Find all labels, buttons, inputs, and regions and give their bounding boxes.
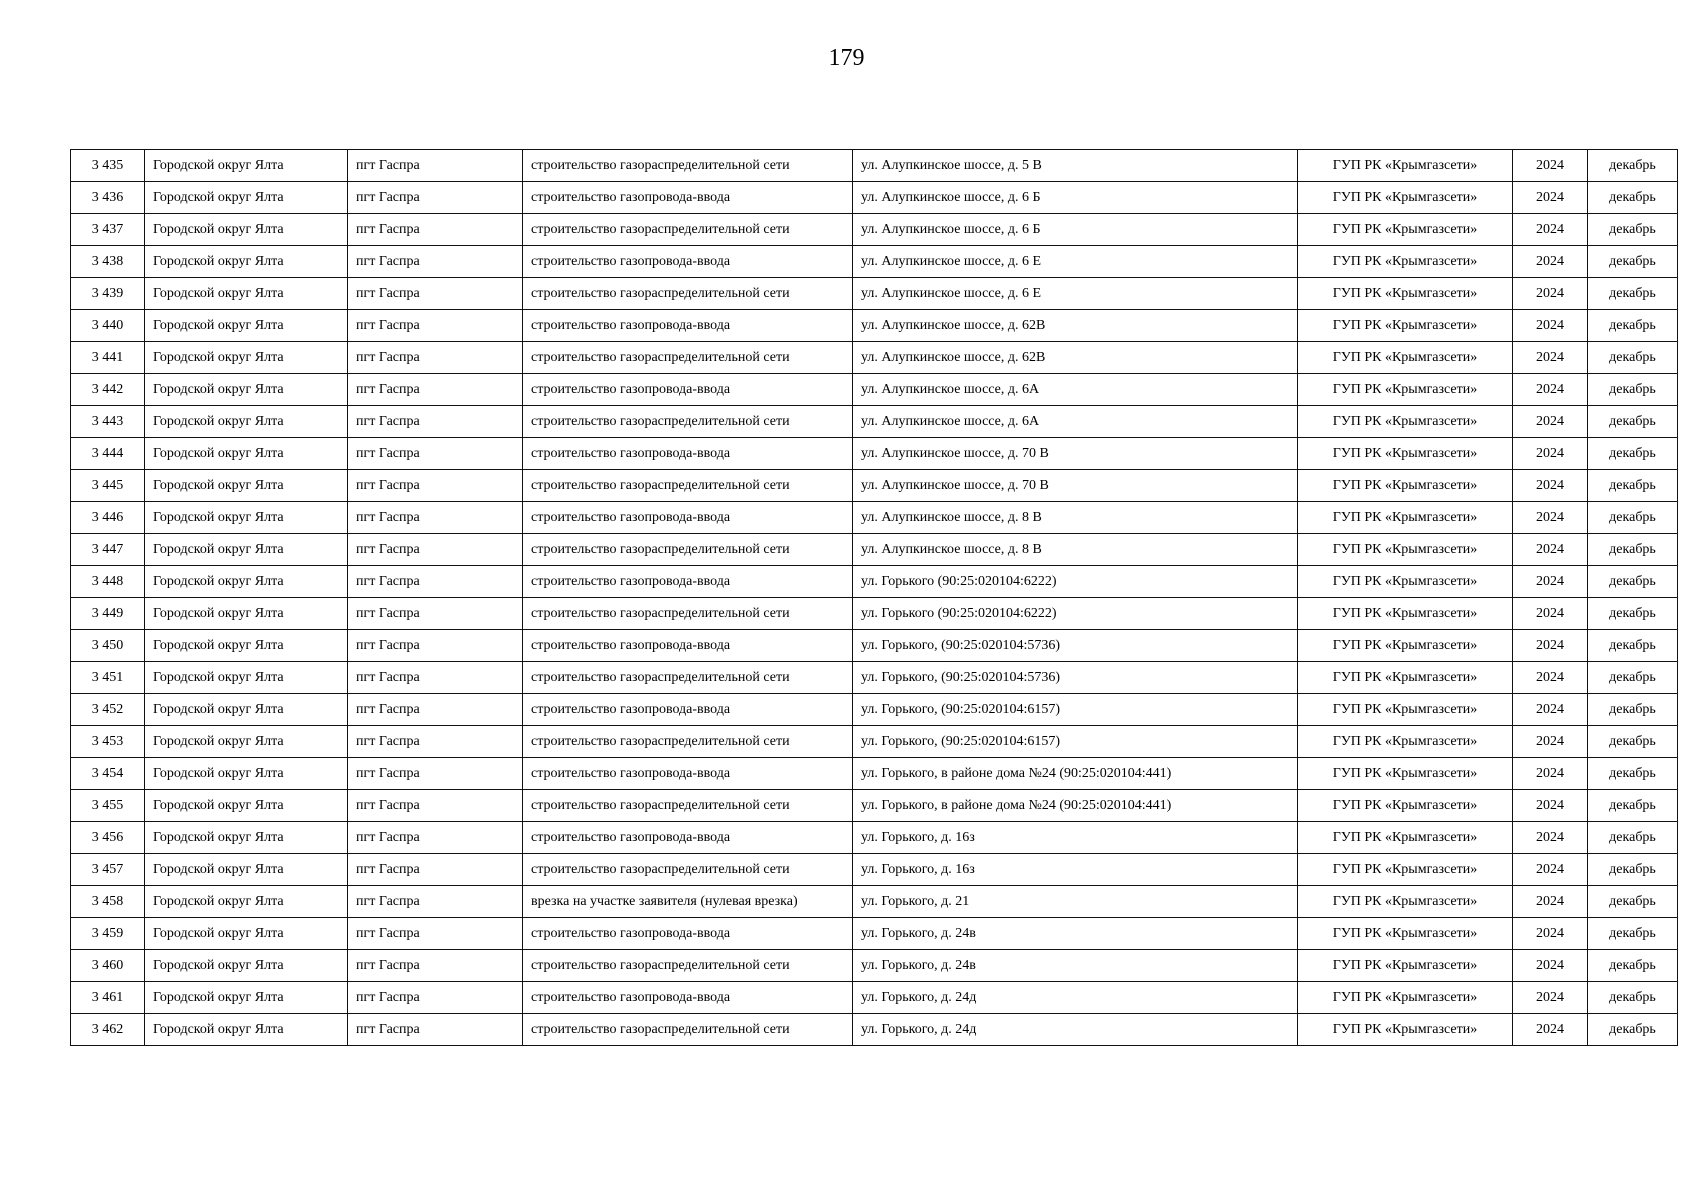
month-cell: декабрь bbox=[1588, 950, 1678, 982]
work-type-cell: строительство газопровода-ввода bbox=[523, 182, 853, 214]
table-row bbox=[71, 886, 1678, 918]
table-row bbox=[71, 598, 1678, 630]
work-type-cell: строительство газопровода-ввода bbox=[523, 822, 853, 854]
work-type-cell: строительство газораспределительной сети bbox=[523, 278, 853, 310]
district-cell: Городской округ Ялта bbox=[145, 310, 348, 342]
row-number-cell: 3 436 bbox=[71, 182, 145, 214]
row-number-cell: 3 461 bbox=[71, 982, 145, 1014]
district-cell: Городской округ Ялта bbox=[145, 1014, 348, 1046]
district-cell: Городской округ Ялта bbox=[145, 534, 348, 566]
work-type-cell: строительство газопровода-ввода bbox=[523, 438, 853, 470]
work-type-cell: строительство газораспределительной сети bbox=[523, 470, 853, 502]
organization-cell: ГУП РК «Крымгазсети» bbox=[1298, 342, 1513, 374]
month-cell: декабрь bbox=[1588, 854, 1678, 886]
table-row bbox=[71, 438, 1678, 470]
table-row bbox=[71, 150, 1678, 182]
address-cell: ул. Алупкинское шоссе, д. 70 В bbox=[853, 438, 1298, 470]
year-cell: 2024 bbox=[1513, 630, 1588, 662]
district-cell: Городской округ Ялта bbox=[145, 662, 348, 694]
address-cell: ул. Алупкинское шоссе, д. 70 В bbox=[853, 470, 1298, 502]
year-cell: 2024 bbox=[1513, 694, 1588, 726]
month-cell: декабрь bbox=[1588, 470, 1678, 502]
table-row bbox=[71, 534, 1678, 566]
month-cell: декабрь bbox=[1588, 726, 1678, 758]
work-type-cell: строительство газопровода-ввода bbox=[523, 374, 853, 406]
registry-table-body bbox=[71, 150, 1678, 1046]
month-cell: декабрь bbox=[1588, 502, 1678, 534]
organization-cell: ГУП РК «Крымгазсети» bbox=[1298, 406, 1513, 438]
month-cell: декабрь bbox=[1588, 150, 1678, 182]
district-cell: Городской округ Ялта bbox=[145, 438, 348, 470]
settlement-cell: пгт Гаспра bbox=[348, 598, 523, 630]
month-cell: декабрь bbox=[1588, 214, 1678, 246]
row-number-cell: 3 435 bbox=[71, 150, 145, 182]
organization-cell: ГУП РК «Крымгазсети» bbox=[1298, 950, 1513, 982]
organization-cell: ГУП РК «Крымгазсети» bbox=[1298, 726, 1513, 758]
organization-cell: ГУП РК «Крымгазсети» bbox=[1298, 534, 1513, 566]
month-cell: декабрь bbox=[1588, 438, 1678, 470]
organization-cell: ГУП РК «Крымгазсети» bbox=[1298, 886, 1513, 918]
address-cell: ул. Горького, (90:25:020104:5736) bbox=[853, 662, 1298, 694]
district-cell: Городской округ Ялта bbox=[145, 950, 348, 982]
year-cell: 2024 bbox=[1513, 470, 1588, 502]
district-cell: Городской округ Ялта bbox=[145, 278, 348, 310]
month-cell: декабрь bbox=[1588, 598, 1678, 630]
settlement-cell: пгт Гаспра bbox=[348, 182, 523, 214]
year-cell: 2024 bbox=[1513, 566, 1588, 598]
month-cell: декабрь bbox=[1588, 342, 1678, 374]
work-type-cell: строительство газораспределительной сети bbox=[523, 214, 853, 246]
table-row bbox=[71, 758, 1678, 790]
row-number-cell: 3 458 bbox=[71, 886, 145, 918]
work-type-cell: строительство газораспределительной сети bbox=[523, 150, 853, 182]
table-row bbox=[71, 790, 1678, 822]
address-cell: ул. Горького, д. 24д bbox=[853, 982, 1298, 1014]
year-cell: 2024 bbox=[1513, 310, 1588, 342]
organization-cell: ГУП РК «Крымгазсети» bbox=[1298, 854, 1513, 886]
work-type-cell: строительство газопровода-ввода bbox=[523, 918, 853, 950]
settlement-cell: пгт Гаспра bbox=[348, 214, 523, 246]
organization-cell: ГУП РК «Крымгазсети» bbox=[1298, 374, 1513, 406]
year-cell: 2024 bbox=[1513, 214, 1588, 246]
district-cell: Городской округ Ялта bbox=[145, 246, 348, 278]
table-row bbox=[71, 310, 1678, 342]
year-cell: 2024 bbox=[1513, 1014, 1588, 1046]
address-cell: ул. Горького, (90:25:020104:6157) bbox=[853, 694, 1298, 726]
table-row bbox=[71, 566, 1678, 598]
address-cell: ул. Алупкинское шоссе, д. 62В bbox=[853, 310, 1298, 342]
work-type-cell: строительство газораспределительной сети bbox=[523, 406, 853, 438]
organization-cell: ГУП РК «Крымгазсети» bbox=[1298, 214, 1513, 246]
month-cell: декабрь bbox=[1588, 630, 1678, 662]
district-cell: Городской округ Ялта bbox=[145, 182, 348, 214]
settlement-cell: пгт Гаспра bbox=[348, 342, 523, 374]
row-number-cell: 3 451 bbox=[71, 662, 145, 694]
district-cell: Городской округ Ялта bbox=[145, 726, 348, 758]
organization-cell: ГУП РК «Крымгазсети» bbox=[1298, 982, 1513, 1014]
district-cell: Городской округ Ялта bbox=[145, 214, 348, 246]
organization-cell: ГУП РК «Крымгазсети» bbox=[1298, 182, 1513, 214]
row-number-cell: 3 438 bbox=[71, 246, 145, 278]
year-cell: 2024 bbox=[1513, 374, 1588, 406]
year-cell: 2024 bbox=[1513, 534, 1588, 566]
row-number-cell: 3 460 bbox=[71, 950, 145, 982]
table-row bbox=[71, 278, 1678, 310]
organization-cell: ГУП РК «Крымгазсети» bbox=[1298, 470, 1513, 502]
district-cell: Городской округ Ялта bbox=[145, 374, 348, 406]
work-type-cell: строительство газораспределительной сети bbox=[523, 598, 853, 630]
settlement-cell: пгт Гаспра bbox=[348, 662, 523, 694]
month-cell: декабрь bbox=[1588, 822, 1678, 854]
table-row bbox=[71, 246, 1678, 278]
organization-cell: ГУП РК «Крымгазсети» bbox=[1298, 662, 1513, 694]
settlement-cell: пгт Гаспра bbox=[348, 950, 523, 982]
settlement-cell: пгт Гаспра bbox=[348, 406, 523, 438]
work-type-cell: строительство газопровода-ввода bbox=[523, 630, 853, 662]
district-cell: Городской округ Ялта bbox=[145, 886, 348, 918]
district-cell: Городской округ Ялта bbox=[145, 982, 348, 1014]
month-cell: декабрь bbox=[1588, 278, 1678, 310]
table-row bbox=[71, 726, 1678, 758]
year-cell: 2024 bbox=[1513, 790, 1588, 822]
district-cell: Городской округ Ялта bbox=[145, 406, 348, 438]
month-cell: декабрь bbox=[1588, 534, 1678, 566]
settlement-cell: пгт Гаспра bbox=[348, 694, 523, 726]
settlement-cell: пгт Гаспра bbox=[348, 726, 523, 758]
settlement-cell: пгт Гаспра bbox=[348, 854, 523, 886]
district-cell: Городской округ Ялта bbox=[145, 790, 348, 822]
row-number-cell: 3 443 bbox=[71, 406, 145, 438]
work-type-cell: строительство газопровода-ввода bbox=[523, 566, 853, 598]
row-number-cell: 3 455 bbox=[71, 790, 145, 822]
settlement-cell: пгт Гаспра bbox=[348, 630, 523, 662]
settlement-cell: пгт Гаспра bbox=[348, 502, 523, 534]
year-cell: 2024 bbox=[1513, 982, 1588, 1014]
organization-cell: ГУП РК «Крымгазсети» bbox=[1298, 502, 1513, 534]
district-cell: Городской округ Ялта bbox=[145, 598, 348, 630]
row-number-cell: 3 437 bbox=[71, 214, 145, 246]
year-cell: 2024 bbox=[1513, 598, 1588, 630]
row-number-cell: 3 440 bbox=[71, 310, 145, 342]
table-row bbox=[71, 374, 1678, 406]
table-row bbox=[71, 502, 1678, 534]
district-cell: Городской округ Ялта bbox=[145, 470, 348, 502]
month-cell: декабрь bbox=[1588, 246, 1678, 278]
organization-cell: ГУП РК «Крымгазсети» bbox=[1298, 918, 1513, 950]
address-cell: ул. Горького, д. 24в bbox=[853, 950, 1298, 982]
page-number: 179 bbox=[828, 45, 865, 71]
table-row bbox=[71, 822, 1678, 854]
row-number-cell: 3 459 bbox=[71, 918, 145, 950]
district-cell: Городской округ Ялта bbox=[145, 918, 348, 950]
row-number-cell: 3 462 bbox=[71, 1014, 145, 1046]
row-number-cell: 3 457 bbox=[71, 854, 145, 886]
table-row bbox=[71, 662, 1678, 694]
year-cell: 2024 bbox=[1513, 342, 1588, 374]
month-cell: декабрь bbox=[1588, 406, 1678, 438]
settlement-cell: пгт Гаспра bbox=[348, 758, 523, 790]
table-row bbox=[71, 918, 1678, 950]
organization-cell: ГУП РК «Крымгазсети» bbox=[1298, 822, 1513, 854]
address-cell: ул. Алупкинское шоссе, д. 6 Б bbox=[853, 214, 1298, 246]
work-type-cell: строительство газораспределительной сети bbox=[523, 854, 853, 886]
settlement-cell: пгт Гаспра bbox=[348, 278, 523, 310]
work-type-cell: строительство газораспределительной сети bbox=[523, 342, 853, 374]
settlement-cell: пгт Гаспра bbox=[348, 470, 523, 502]
work-type-cell: строительство газопровода-ввода bbox=[523, 694, 853, 726]
organization-cell: ГУП РК «Крымгазсети» bbox=[1298, 758, 1513, 790]
row-number-cell: 3 442 bbox=[71, 374, 145, 406]
district-cell: Городской округ Ялта bbox=[145, 694, 348, 726]
organization-cell: ГУП РК «Крымгазсети» bbox=[1298, 150, 1513, 182]
month-cell: декабрь bbox=[1588, 1014, 1678, 1046]
year-cell: 2024 bbox=[1513, 406, 1588, 438]
work-type-cell: строительство газопровода-ввода bbox=[523, 502, 853, 534]
row-number-cell: 3 452 bbox=[71, 694, 145, 726]
row-number-cell: 3 453 bbox=[71, 726, 145, 758]
year-cell: 2024 bbox=[1513, 150, 1588, 182]
row-number-cell: 3 447 bbox=[71, 534, 145, 566]
year-cell: 2024 bbox=[1513, 918, 1588, 950]
organization-cell: ГУП РК «Крымгазсети» bbox=[1298, 246, 1513, 278]
district-cell: Городской округ Ялта bbox=[145, 502, 348, 534]
work-type-cell: строительство газопровода-ввода bbox=[523, 758, 853, 790]
organization-cell: ГУП РК «Крымгазсети» bbox=[1298, 630, 1513, 662]
organization-cell: ГУП РК «Крымгазсети» bbox=[1298, 1014, 1513, 1046]
address-cell: ул. Горького, (90:25:020104:6157) bbox=[853, 726, 1298, 758]
table-row bbox=[71, 854, 1678, 886]
table-row bbox=[71, 630, 1678, 662]
year-cell: 2024 bbox=[1513, 182, 1588, 214]
address-cell: ул. Алупкинское шоссе, д. 8 В bbox=[853, 534, 1298, 566]
month-cell: декабрь bbox=[1588, 918, 1678, 950]
work-type-cell: врезка на участке заявителя (нулевая врезка) bbox=[523, 886, 853, 918]
row-number-cell: 3 446 bbox=[71, 502, 145, 534]
district-cell: Городской округ Ялта bbox=[145, 150, 348, 182]
table-row bbox=[71, 470, 1678, 502]
address-cell: ул. Алупкинское шоссе, д. 5 В bbox=[853, 150, 1298, 182]
year-cell: 2024 bbox=[1513, 278, 1588, 310]
work-type-cell: строительство газораспределительной сети bbox=[523, 726, 853, 758]
month-cell: декабрь bbox=[1588, 790, 1678, 822]
organization-cell: ГУП РК «Крымгазсети» bbox=[1298, 278, 1513, 310]
district-cell: Городской округ Ялта bbox=[145, 342, 348, 374]
month-cell: декабрь bbox=[1588, 694, 1678, 726]
organization-cell: ГУП РК «Крымгазсети» bbox=[1298, 598, 1513, 630]
settlement-cell: пгт Гаспра bbox=[348, 438, 523, 470]
address-cell: ул. Горького, (90:25:020104:5736) bbox=[853, 630, 1298, 662]
address-cell: ул. Алупкинское шоссе, д. 6А bbox=[853, 406, 1298, 438]
address-cell: ул. Алупкинское шоссе, д. 6А bbox=[853, 374, 1298, 406]
address-cell: ул. Горького, д. 16з bbox=[853, 854, 1298, 886]
work-type-cell: строительство газораспределительной сети bbox=[523, 662, 853, 694]
settlement-cell: пгт Гаспра bbox=[348, 534, 523, 566]
month-cell: декабрь bbox=[1588, 310, 1678, 342]
row-number-cell: 3 439 bbox=[71, 278, 145, 310]
address-cell: ул. Горького (90:25:020104:6222) bbox=[853, 566, 1298, 598]
district-cell: Городской округ Ялта bbox=[145, 630, 348, 662]
address-cell: ул. Горького, д. 16з bbox=[853, 822, 1298, 854]
month-cell: декабрь bbox=[1588, 374, 1678, 406]
year-cell: 2024 bbox=[1513, 246, 1588, 278]
month-cell: декабрь bbox=[1588, 886, 1678, 918]
address-cell: ул. Алупкинское шоссе, д. 6 Е bbox=[853, 278, 1298, 310]
table-row bbox=[71, 214, 1678, 246]
month-cell: декабрь bbox=[1588, 982, 1678, 1014]
work-type-cell: строительство газопровода-ввода bbox=[523, 246, 853, 278]
work-type-cell: строительство газораспределительной сети bbox=[523, 534, 853, 566]
table-row bbox=[71, 982, 1678, 1014]
organization-cell: ГУП РК «Крымгазсети» bbox=[1298, 694, 1513, 726]
row-number-cell: 3 450 bbox=[71, 630, 145, 662]
table-row bbox=[71, 342, 1678, 374]
work-type-cell: строительство газораспределительной сети bbox=[523, 1014, 853, 1046]
settlement-cell: пгт Гаспра bbox=[348, 150, 523, 182]
address-cell: ул. Алупкинское шоссе, д. 62В bbox=[853, 342, 1298, 374]
year-cell: 2024 bbox=[1513, 758, 1588, 790]
year-cell: 2024 bbox=[1513, 886, 1588, 918]
settlement-cell: пгт Гаспра bbox=[348, 822, 523, 854]
table-row bbox=[71, 406, 1678, 438]
address-cell: ул. Горького (90:25:020104:6222) bbox=[853, 598, 1298, 630]
settlement-cell: пгт Гаспра bbox=[348, 790, 523, 822]
district-cell: Городской округ Ялта bbox=[145, 854, 348, 886]
month-cell: декабрь bbox=[1588, 182, 1678, 214]
settlement-cell: пгт Гаспра bbox=[348, 310, 523, 342]
district-cell: Городской округ Ялта bbox=[145, 566, 348, 598]
row-number-cell: 3 441 bbox=[71, 342, 145, 374]
month-cell: декабрь bbox=[1588, 662, 1678, 694]
address-cell: ул. Алупкинское шоссе, д. 8 В bbox=[853, 502, 1298, 534]
row-number-cell: 3 448 bbox=[71, 566, 145, 598]
settlement-cell: пгт Гаспра bbox=[348, 246, 523, 278]
settlement-cell: пгт Гаспра bbox=[348, 374, 523, 406]
year-cell: 2024 bbox=[1513, 438, 1588, 470]
organization-cell: ГУП РК «Крымгазсети» bbox=[1298, 310, 1513, 342]
settlement-cell: пгт Гаспра bbox=[348, 886, 523, 918]
address-cell: ул. Горького, д. 24в bbox=[853, 918, 1298, 950]
address-cell: ул. Алупкинское шоссе, д. 6 Б bbox=[853, 182, 1298, 214]
year-cell: 2024 bbox=[1513, 854, 1588, 886]
settlement-cell: пгт Гаспра bbox=[348, 1014, 523, 1046]
year-cell: 2024 bbox=[1513, 662, 1588, 694]
year-cell: 2024 bbox=[1513, 950, 1588, 982]
work-type-cell: строительство газораспределительной сети bbox=[523, 950, 853, 982]
address-cell: ул. Горького, д. 21 bbox=[853, 886, 1298, 918]
table-row bbox=[71, 694, 1678, 726]
organization-cell: ГУП РК «Крымгазсети» bbox=[1298, 438, 1513, 470]
row-number-cell: 3 456 bbox=[71, 822, 145, 854]
row-number-cell: 3 449 bbox=[71, 598, 145, 630]
district-cell: Городской округ Ялта bbox=[145, 758, 348, 790]
table-row bbox=[71, 182, 1678, 214]
month-cell: декабрь bbox=[1588, 566, 1678, 598]
settlement-cell: пгт Гаспра bbox=[348, 566, 523, 598]
year-cell: 2024 bbox=[1513, 502, 1588, 534]
organization-cell: ГУП РК «Крымгазсети» bbox=[1298, 566, 1513, 598]
address-cell: ул. Горького, д. 24д bbox=[853, 1014, 1298, 1046]
work-type-cell: строительство газопровода-ввода bbox=[523, 982, 853, 1014]
district-cell: Городской округ Ялта bbox=[145, 822, 348, 854]
month-cell: декабрь bbox=[1588, 758, 1678, 790]
row-number-cell: 3 444 bbox=[71, 438, 145, 470]
year-cell: 2024 bbox=[1513, 822, 1588, 854]
settlement-cell: пгт Гаспра bbox=[348, 918, 523, 950]
work-type-cell: строительство газораспределительной сети bbox=[523, 790, 853, 822]
row-number-cell: 3 454 bbox=[71, 758, 145, 790]
settlement-cell: пгт Гаспра bbox=[348, 982, 523, 1014]
organization-cell: ГУП РК «Крымгазсети» bbox=[1298, 790, 1513, 822]
address-cell: ул. Горького, в районе дома №24 (90:25:020104:441) bbox=[853, 790, 1298, 822]
registry-table bbox=[70, 149, 1678, 1046]
table-row bbox=[71, 950, 1678, 982]
table-row bbox=[71, 1014, 1678, 1046]
address-cell: ул. Алупкинское шоссе, д. 6 Е bbox=[853, 246, 1298, 278]
work-type-cell: строительство газопровода-ввода bbox=[523, 310, 853, 342]
year-cell: 2024 bbox=[1513, 726, 1588, 758]
address-cell: ул. Горького, в районе дома №24 (90:25:020104:441) bbox=[853, 758, 1298, 790]
row-number-cell: 3 445 bbox=[71, 470, 145, 502]
